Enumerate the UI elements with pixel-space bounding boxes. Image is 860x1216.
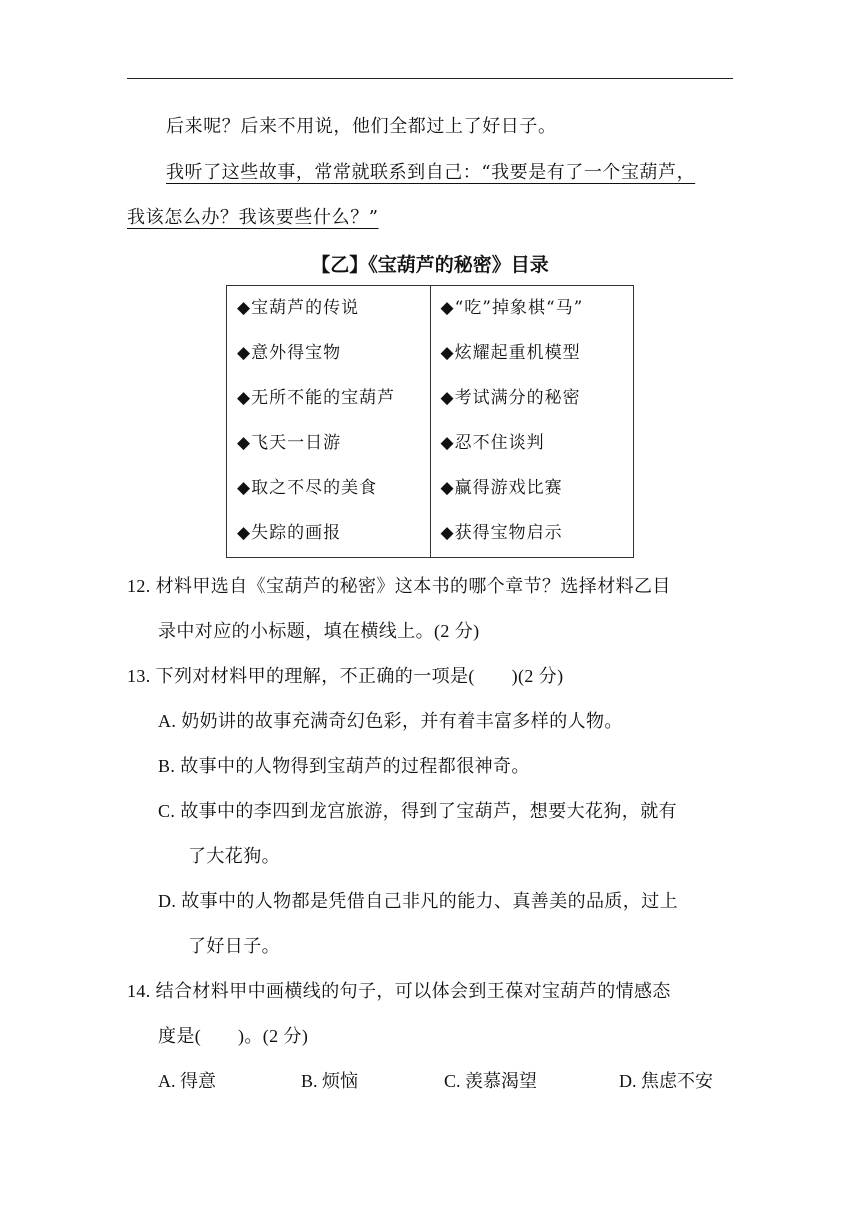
question-14-option-b: B. 烦恼 [301,1071,359,1091]
toc-item: ◆失踪的画报 [237,523,342,543]
toc-item: ◆宝葫芦的传说 [237,298,360,318]
question-14-option-a: A. 得意 [158,1071,216,1091]
question-13-option-d-cont: 了好日子。 [188,936,280,956]
toc-right-column [430,286,634,558]
toc-item: ◆忍不住谈判 [440,433,545,453]
toc-item: ◆飞天一日游 [237,433,342,453]
toc-item: ◆无所不能的宝葫芦 [237,388,396,408]
toc-item: ◆考试满分的秘密 [440,388,581,408]
question-14-option-c: C. 羡慕渴望 [444,1071,538,1091]
question-12-line: 12. 材料甲选自《宝葫芦的秘密》这本书的哪个章节？选择材料乙目 [127,576,671,596]
top-rule [127,78,733,79]
passage-underlined-line: 我听了这些故事，常常就联系到自己：“我要是有了一个宝葫芦， [166,162,696,183]
question-14-option-d: D. 焦虑不安 [619,1071,713,1091]
toc-item: ◆赢得游戏比赛 [440,478,563,498]
question-12-line: 录中对应的小标题，填在横线上。(2 分) [158,621,480,641]
toc-item: ◆获得宝物启示 [440,523,563,543]
question-14-line: 度是( )。(2 分) [158,1026,309,1046]
question-13-option-c-cont: 了大花狗。 [188,846,280,866]
question-13-stem: 13. 下列对材料甲的理解，不正确的一项是( )(2 分) [127,666,564,686]
question-13-option-c: C. 故事中的李四到龙宫旅游，得到了宝葫芦，想要大花狗，就有 [158,801,678,821]
toc-item: ◆取之不尽的美食 [237,478,378,498]
question-13-option-a: A. 奶奶讲的故事充满奇幻色彩，并有着丰富多样的人物。 [158,711,623,731]
question-13-option-d: D. 故事中的人物都是凭借自己非凡的能力、真善美的品质，过上 [158,891,678,911]
question-14-line: 14. 结合材料甲中画横线的句子，可以体会到王葆对宝葫芦的情感态 [127,981,671,1001]
toc-item: ◆“吃”掉象棋“马” [440,298,584,318]
passage-line: 后来呢？后来不用说，他们全都过上了好日子。 [166,116,557,137]
material-b-heading: 【乙】《宝葫芦的秘密》目录 [311,254,549,276]
toc-table [226,285,634,558]
passage-underlined-line: 我该怎么办？我该要些什么？” [127,207,379,228]
question-13-option-b: B. 故事中的人物得到宝葫芦的过程都很神奇。 [158,756,530,776]
toc-item: ◆意外得宝物 [237,343,342,363]
toc-left-column [227,286,431,558]
toc-item: ◆炫耀起重机模型 [440,343,581,363]
